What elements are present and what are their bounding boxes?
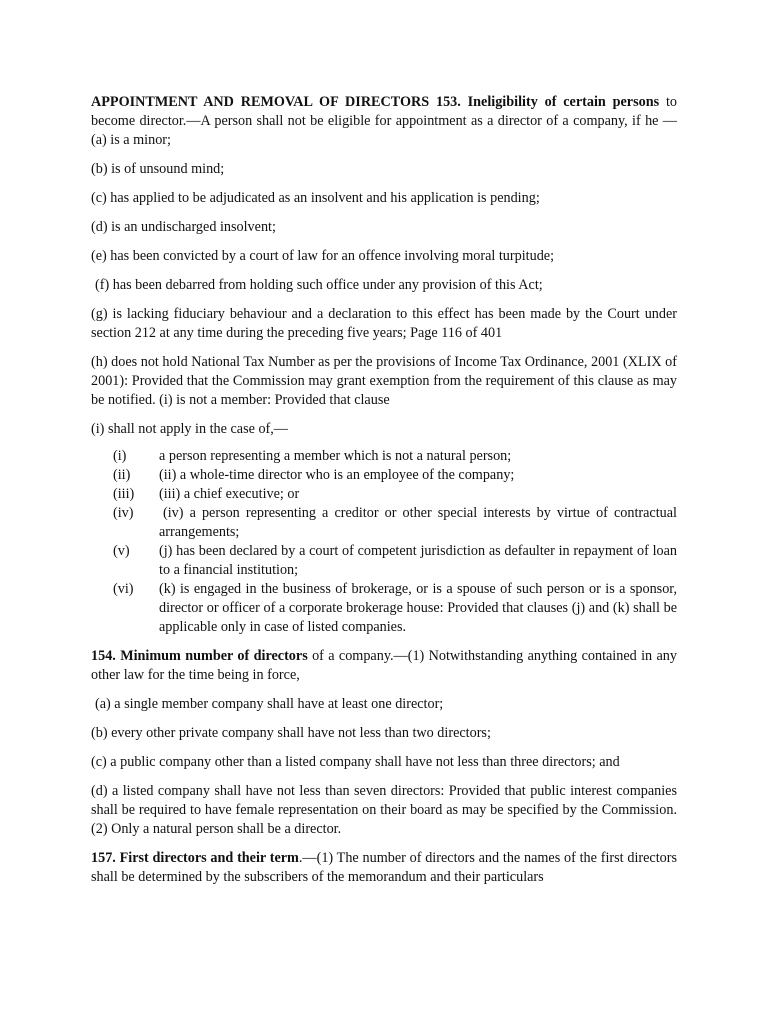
list-item (91, 485, 677, 504)
clause-g: (g) is lacking fiduciary behaviour and a declaration to this effect has been made by the Court under section 212 at any time during the preceding five years; Page 116 of 401 (91, 306, 677, 341)
list-item (91, 447, 677, 466)
list-item-number: (v) (113, 543, 130, 559)
section-153-heading: APPOINTMENT AND REMOVAL OF DIRECTORS 153. Ineligibility of certain persons (91, 94, 660, 110)
section-153-body: to become director.—A person shall not be eligible for appointment as a director of a company, if he — (a) is a minor; (91, 94, 678, 148)
section-157-heading: 157. First directors and their term (91, 850, 299, 866)
clause-d: (d) is an undischarged insolvent; (91, 219, 276, 235)
document-page (91, 93, 677, 897)
section-154-heading: 154. Minimum number of directors (91, 648, 308, 664)
list-item (91, 542, 677, 580)
section-154-body: of a company.—(1) Notwithstanding anything contained in any other law for the time being in force, (91, 648, 677, 683)
list-item (91, 504, 677, 542)
list-item-number: (vi) (113, 581, 134, 597)
clause-i-intro: (i) shall not apply in the case of,— (91, 421, 288, 437)
list-item-text: (k) is engaged in the business of brokerage, or is a spouse of such person or is a sponsor, director or officer of a corporate brokerage house: Provided that clauses (j) and (k) shall be applicable only in case of listed companies. (159, 581, 677, 635)
list-item (91, 580, 677, 637)
clause-154-a: (a) a single member company shall have at least one director; (95, 696, 444, 712)
list-item-text: a person representing a member which is not a natural person; (159, 448, 512, 464)
section-153-paragraph (91, 93, 677, 150)
list-item-text: (iv) a person representing a creditor or other special interests by virtue of contractual arrangements; (159, 505, 677, 540)
list-item-number: (ii) (113, 467, 131, 483)
clause-c: (c) has applied to be adjudicated as an insolvent and his application is pending; (91, 190, 540, 206)
clause-b: (b) is of unsound mind; (91, 161, 225, 177)
list-item-text: (j) has been declared by a court of competent jurisdiction as defaulter in repayment of loan to a financial institution; (159, 543, 677, 578)
list-item-number: (iv) (113, 505, 134, 521)
clause-154-b: (b) every other private company shall have not less than two directors; (91, 725, 491, 741)
clause-h: (h) does not hold National Tax Number as per the provisions of Income Tax Ordinance, 2001 (XLIX of 2001): Provided that the Commission may grant exemption from the requirement of this clause as may be notified. (i) is not a member: Provided that clause (91, 354, 677, 408)
section-154-paragraph (91, 647, 677, 685)
roman-numeral-list (91, 447, 677, 637)
list-item-number: (i) (113, 448, 127, 464)
section-157-paragraph (91, 849, 677, 887)
list-item-text: (iii) a chief executive; or (159, 486, 300, 502)
list-item-number: (iii) (113, 486, 135, 502)
clause-154-c: (c) a public company other than a listed company shall have not less than three directors; and (91, 754, 620, 770)
clause-f: (f) has been debarred from holding such office under any provision of this Act; (95, 277, 543, 293)
section-157-body: .—(1) The number of directors and the names of the first directors shall be determined by the subscribers of the memorandum and their particulars (91, 850, 677, 885)
clause-154-d: (d) a listed company shall have not less than seven directors: Provided that public interest companies shall be required to have female representation on their board as may be specified by the Commission. (2) Only a natural person shall be a director. (91, 783, 677, 837)
list-item (91, 466, 677, 485)
list-item-text: (ii) a whole-time director who is an employee of the company; (159, 467, 515, 483)
clause-e: (e) has been convicted by a court of law for an offence involving moral turpitude; (91, 248, 555, 264)
